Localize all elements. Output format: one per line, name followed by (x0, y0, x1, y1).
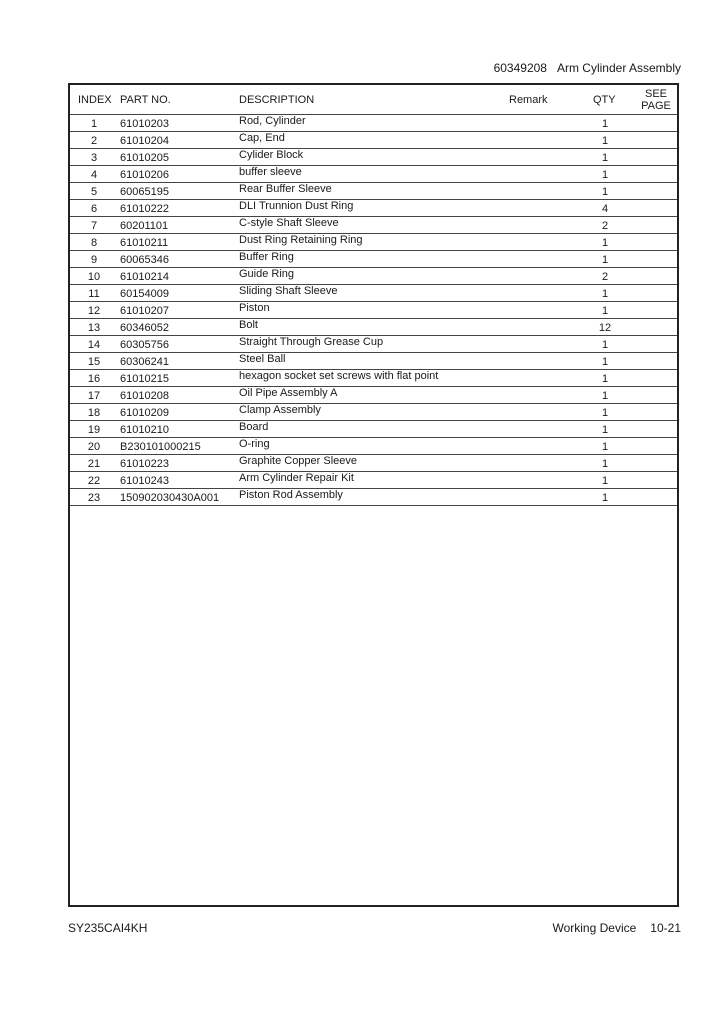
cell-index: 22 (87, 475, 101, 487)
table-row (70, 132, 677, 149)
cell-part-no: 61010223 (120, 458, 169, 470)
footer-page-number: 10-21 (650, 921, 681, 935)
cell-index: 13 (87, 322, 101, 334)
cell-description: Piston Rod Assembly (239, 489, 343, 501)
cell-qty: 2 (601, 220, 609, 232)
col-part-no-header: PART NO. (120, 94, 171, 106)
cell-part-no: 61010207 (120, 305, 169, 317)
cell-description: Rear Buffer Sleeve (239, 183, 332, 195)
col-description-header: DESCRIPTION (239, 94, 315, 106)
cell-part-no: 61010204 (120, 135, 169, 147)
cell-description: Steel Ball (239, 353, 286, 365)
cell-part-no: 60305756 (120, 339, 169, 351)
cell-qty: 1 (601, 475, 609, 487)
cell-description: hexagon socket set screws with flat point (239, 370, 439, 382)
cell-index: 17 (87, 390, 101, 402)
cell-index: 10 (87, 271, 101, 283)
cell-description: C-style Shaft Sleeve (239, 217, 339, 229)
cell-description: Oil Pipe Assembly A (239, 387, 338, 399)
cell-description: Graphite Copper Sleeve (239, 455, 358, 467)
cell-part-no: 61010222 (120, 203, 169, 215)
cell-index: 18 (87, 407, 101, 419)
table-body (70, 115, 677, 506)
cell-part-no: 61010203 (120, 118, 169, 130)
cell-qty: 1 (601, 424, 609, 436)
cell-index: 12 (87, 305, 101, 317)
cell-index: 2 (90, 135, 98, 147)
document-number: 60349208 (493, 61, 547, 75)
table-row (70, 455, 677, 472)
cell-description: Dust Ring Retaining Ring (239, 234, 363, 246)
cell-description: Cylider Block (239, 149, 304, 161)
cell-part-no: 61010243 (120, 475, 169, 487)
table-row (70, 489, 677, 506)
table-row (70, 319, 677, 336)
cell-qty: 1 (601, 254, 609, 266)
col-qty-header: QTY (593, 94, 616, 106)
cell-qty: 12 (598, 322, 612, 334)
cell-index: 20 (87, 441, 101, 453)
cell-part-no: 60154009 (120, 288, 169, 300)
cell-part-no: 61010211 (120, 237, 169, 249)
cell-description: Buffer Ring (239, 251, 294, 263)
cell-qty: 1 (601, 407, 609, 419)
cell-part-no: 61010215 (120, 373, 169, 385)
cell-description: Clamp Assembly (239, 404, 321, 416)
cell-qty: 4 (601, 203, 609, 215)
cell-qty: 1 (601, 169, 609, 181)
cell-description: Bolt (239, 319, 258, 331)
cell-description: Rod, Cylinder (239, 115, 306, 127)
see-page-line-1: SEE (644, 88, 667, 100)
cell-part-no: 61010214 (120, 271, 169, 283)
table-row (70, 166, 677, 183)
cell-part-no: 60065195 (120, 186, 169, 198)
cell-part-no: 61010209 (120, 407, 169, 419)
cell-description: Sliding Shaft Sleeve (239, 285, 338, 297)
cell-index: 4 (90, 169, 98, 181)
table-row (70, 234, 677, 251)
cell-qty: 1 (601, 305, 609, 317)
cell-part-no: 60201101 (120, 220, 169, 232)
cell-index: 5 (90, 186, 98, 198)
cell-qty: 1 (601, 441, 609, 453)
cell-index: 16 (87, 373, 101, 385)
cell-description: O-ring (239, 438, 270, 450)
see-page-line-2: PAGE (641, 100, 671, 112)
cell-description: buffer sleeve (239, 166, 302, 178)
col-see-page-header (636, 88, 676, 112)
table-row (70, 285, 677, 302)
cell-qty: 1 (601, 135, 609, 147)
cell-qty: 2 (601, 271, 609, 283)
table-row (70, 200, 677, 217)
footer-section: Working Device (552, 921, 637, 935)
cell-qty: 1 (601, 390, 609, 402)
cell-qty: 1 (601, 186, 609, 198)
cell-index: 11 (88, 288, 100, 300)
cell-description: DLI Trunnion Dust Ring (239, 200, 354, 212)
cell-description: Piston (239, 302, 270, 314)
cell-index: 6 (90, 203, 98, 215)
footer-model: SY235CAI4KH (68, 921, 148, 935)
table-row (70, 438, 677, 455)
cell-qty: 1 (601, 118, 609, 130)
table-row (70, 268, 677, 285)
col-index-header: INDEX (78, 94, 112, 106)
cell-part-no: 61010205 (120, 152, 169, 164)
cell-qty: 1 (601, 288, 609, 300)
cell-part-no: 60306241 (120, 356, 169, 368)
cell-qty: 1 (601, 356, 609, 368)
cell-qty: 1 (601, 237, 609, 249)
cell-description: Straight Through Grease Cup (239, 336, 384, 348)
table-row (70, 472, 677, 489)
cell-description: Guide Ring (239, 268, 295, 280)
table-row (70, 404, 677, 421)
cell-part-no: 61010206 (120, 169, 169, 181)
parts-table (68, 83, 679, 907)
cell-qty: 1 (601, 492, 609, 504)
cell-qty: 1 (601, 373, 609, 385)
table-row (70, 353, 677, 370)
cell-qty: 1 (601, 458, 609, 470)
cell-index: 15 (87, 356, 101, 368)
cell-part-no: 60346052 (120, 322, 169, 334)
table-row (70, 183, 677, 200)
cell-index: 23 (87, 492, 101, 504)
cell-index: 19 (87, 424, 101, 436)
table-row (70, 336, 677, 353)
cell-part-no: 61010208 (120, 390, 169, 402)
cell-description: Cap, End (239, 132, 285, 144)
cell-qty: 1 (601, 339, 609, 351)
table-row (70, 217, 677, 234)
cell-qty: 1 (601, 152, 609, 164)
table-row (70, 387, 677, 404)
footer-right (552, 921, 681, 935)
cell-index: 1 (90, 118, 98, 130)
cell-description: Arm Cylinder Repair Kit (239, 472, 354, 484)
cell-part-no: 60065346 (120, 254, 169, 266)
cell-part-no: B230101000215 (120, 441, 201, 453)
table-row (70, 421, 677, 438)
col-remark-header: Remark (509, 94, 548, 106)
table-row (70, 251, 677, 268)
table-row (70, 370, 677, 387)
table-row (70, 115, 677, 132)
cell-index: 3 (90, 152, 98, 164)
cell-index: 9 (90, 254, 98, 266)
table-row (70, 149, 677, 166)
table-header (70, 85, 677, 115)
cell-index: 7 (90, 220, 98, 232)
cell-description: Board (239, 421, 269, 433)
cell-index: 8 (90, 237, 98, 249)
table-row (70, 302, 677, 319)
document-title: Arm Cylinder Assembly (556, 61, 681, 75)
cell-part-no: 150902030430A001 (120, 492, 220, 504)
cell-part-no: 61010210 (120, 424, 169, 436)
cell-index: 14 (87, 339, 101, 351)
cell-index: 21 (87, 458, 101, 470)
page-header (494, 61, 681, 75)
